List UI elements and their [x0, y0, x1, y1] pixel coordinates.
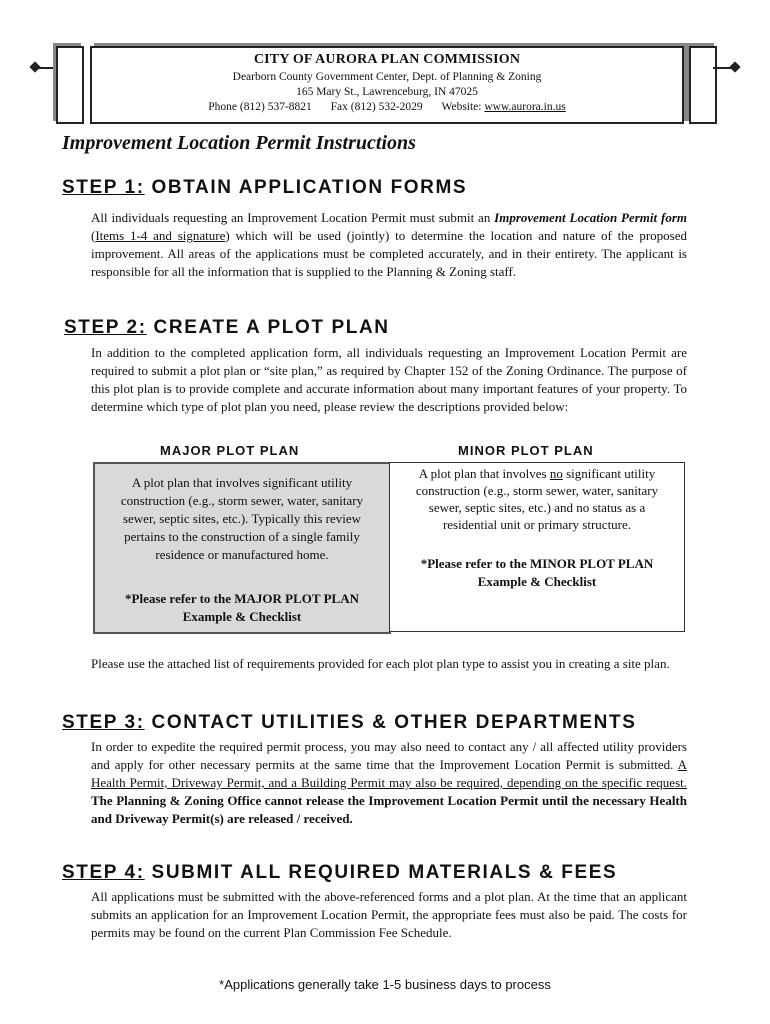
step3-heading — [62, 712, 636, 734]
diamond-icon — [29, 61, 40, 72]
minor-plot-box — [389, 462, 685, 632]
minor-plot-reference: *Please refer to the MINOR PLOT PLAN Example & Checklist — [420, 556, 654, 589]
phone: Phone (812) 537-8821 — [208, 101, 312, 113]
step4-paragraph: All applications must be submitted with the above-referenced forms and a plot plan. At the time that an applicant submits an application for an Improvement Location Permit, the appropriate fees must also be paid. The costs for permits may be found on the current Plan Commission Fee Schedule. — [91, 889, 687, 940]
major-plot-heading: MAJOR PLOT PLAN — [160, 443, 300, 458]
page-title: Improvement Location Permit Instructions — [62, 132, 416, 154]
website-label: Website: — [441, 101, 482, 113]
step1-heading — [62, 177, 467, 199]
step2-number: STEP 2: — [64, 317, 147, 338]
letterhead-contact — [92, 101, 682, 113]
minor-plot-heading: MINOR PLOT PLAN — [458, 443, 594, 458]
step3-paragraph — [91, 738, 687, 828]
text: In order to expedite the required permit process, you may also need to contact any / all affected utility providers and apply for other necessary permits at the same time that the Improvement Location Permit is submitted. — [91, 739, 687, 772]
step2-paragraph: In addition to the completed application form, all individuals requesting an Improvement Location Permit are required to submit a plot plan or “site plan,” as required by Chapter 152 of the Zoning Ordinance. The purpose of this plot plan is to provide complete and accurate information about many important features of your property. To determine which type of plot plan you need, please review the descriptions provided below: — [91, 345, 687, 414]
release-warning: The Planning & Zoning Office cannot release the Improvement Location Permit until the necessary Health and Driveway Permit(s) are released / received. — [91, 793, 687, 826]
website-link[interactable]: www.aurora.in.us — [484, 101, 566, 113]
major-plot-reference: *Please refer to the MAJOR PLOT PLAN Example & Checklist — [125, 591, 359, 624]
step3-title: CONTACT UTILITIES & OTHER DEPARTMENTS — [151, 712, 637, 733]
text: A plot plan that involves — [418, 466, 550, 481]
step1-number: STEP 1: — [62, 177, 145, 198]
letterhead-address: 165 Mary St., Lawrenceburg, IN 47025 — [296, 86, 478, 98]
text: All individuals requesting an Improvement Location Permit must submit an — [91, 210, 495, 225]
minor-plot-description — [406, 465, 668, 533]
step1-title: OBTAIN APPLICATION FORMS — [151, 177, 468, 198]
form-name: Improvement Location Permit form — [494, 210, 687, 225]
major-plot-box — [93, 462, 391, 634]
step3-number: STEP 3: — [62, 712, 145, 733]
major-plot-description: A plot plan that involves significant utility construction (e.g., storm sewer, water, sanitary sewer, septic sites, etc.). Typically this review pertains to the construction of a single family residence or manufactured home. — [120, 475, 364, 562]
text: significant utility construction (e.g., storm sewer, water, sanitary sewer, septic sites, etc.) and no status as a residential unit or primary structure. — [415, 466, 659, 532]
step2-note: Please use the attached list of requirements provided for each plot plan type to assist you in creating a site plan. — [91, 656, 670, 671]
text: ) which will be used (jointly) to determine the location and nature of the proposed improvement. All areas of the applications must be completed accurately, and in their entirety. The applicant is responsible for all the information that is supplied to the Planning & Zoning staff. — [91, 228, 687, 279]
letterhead — [90, 46, 684, 124]
diamond-icon — [729, 61, 740, 72]
letterhead-dept: Dearborn County Government Center, Dept. of Planning & Zoning — [232, 71, 542, 83]
processing-time-note: *Applications generally take 1-5 business days to process — [219, 977, 551, 992]
emphasis-no: no — [549, 466, 563, 481]
text: ( — [91, 228, 96, 243]
step4-number: STEP 4: — [62, 862, 145, 883]
website-group — [442, 101, 566, 113]
items-note: Items 1-4 and signature — [95, 228, 226, 243]
step2-heading — [64, 317, 390, 339]
header-side-box-left — [56, 46, 84, 124]
fax: Fax (812) 532-2029 — [330, 101, 423, 113]
letterhead-title: CITY OF AURORA PLAN COMMISSION — [253, 52, 521, 67]
step1-paragraph — [91, 209, 687, 281]
permits-note: A Health Permit, Driveway Permit, and a Building Permit may also be required, depending on the specific request. — [91, 757, 687, 790]
step4-heading — [62, 862, 617, 884]
step4-title: SUBMIT ALL REQUIRED MATERIALS & FEES — [151, 862, 618, 883]
step2-title: CREATE A PLOT PLAN — [153, 317, 390, 338]
header-side-box-right — [689, 46, 717, 124]
